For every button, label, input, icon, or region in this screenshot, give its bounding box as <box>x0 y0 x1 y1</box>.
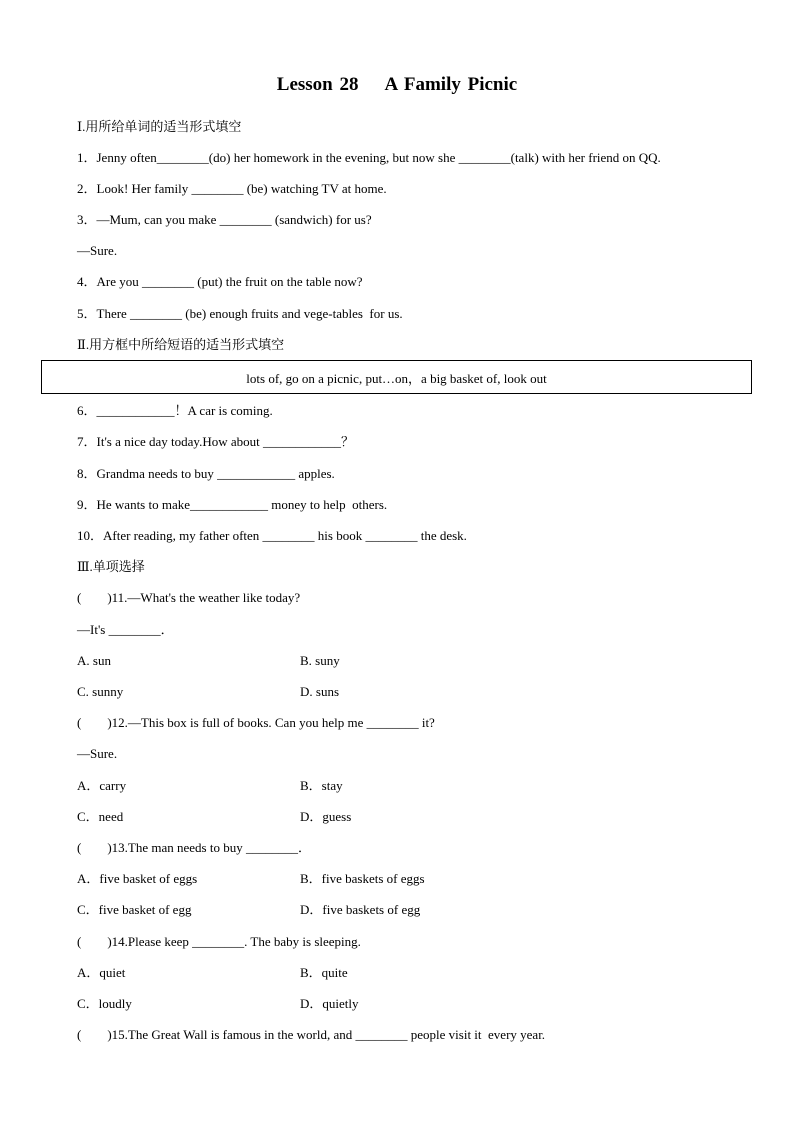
question-12: ( )12.—This box is full of books. Can you help me ________ it? <box>77 715 435 730</box>
option-14-a: A．quiet <box>77 965 126 980</box>
question-10: 10．After reading, my father often ________ his book ________ the desk. <box>77 528 467 543</box>
question-7: 7．It's a nice day today.How about ____________？ <box>77 434 354 449</box>
question-3: 3．—Mum, can you make ________ (sandwich) for us? <box>77 212 372 227</box>
question-11-reply: —It's ________． <box>77 622 174 637</box>
question-1: 1．Jenny often________(do) her homework in the evening, but now she ________(talk) with her friend on QQ. <box>77 150 661 165</box>
option-12-a: A．carry <box>77 778 127 793</box>
question-6: 6．____________！A car is coming. <box>77 403 273 418</box>
option-14-d: D．quietly <box>300 996 359 1011</box>
question-14: ( )14.Please keep ________. The baby is sleeping. <box>77 934 361 949</box>
section-2-heading: Ⅱ.用方框中所给短语的适当形式填空 <box>77 337 285 352</box>
option-12-b: B．stay <box>300 778 343 793</box>
question-2: 2．Look! Her family ________ (be) watching TV at home. <box>77 181 387 196</box>
question-12-reply: —Sure. <box>77 746 118 761</box>
option-14-b: B．quite <box>300 965 348 980</box>
question-13: ( )13.The man needs to buy ________． <box>77 840 311 855</box>
question-8: 8．Grandma needs to buy ____________ apples. <box>77 466 335 481</box>
page-title: Lesson 28 A Family Picnic <box>276 74 518 95</box>
option-13-c: C．five basket of egg <box>77 902 192 917</box>
question-4: 4．Are you ________ (put) the fruit on the table now? <box>77 274 363 289</box>
question-15: ( )15.The Great Wall is famous in the world, and ________ people visit it every year. <box>77 1027 546 1042</box>
question-9: 9．He wants to make____________ money to help others. <box>77 497 388 512</box>
option-11-b: B. suny <box>300 653 340 668</box>
question-11: ( )11.—What's the weather like today? <box>77 590 301 605</box>
question-5: 5．There ________ (be) enough fruits and vege-tables for us. <box>77 306 403 321</box>
section-3-heading: Ⅲ.单项选择 <box>77 559 145 574</box>
option-11-d: D. suns <box>300 684 340 699</box>
question-3-reply: —Sure. <box>77 243 118 258</box>
option-14-c: C．loudly <box>77 996 132 1011</box>
option-13-d: D．five baskets of egg <box>300 902 421 917</box>
option-11-c: C. sunny <box>77 684 124 699</box>
option-13-b: B．five baskets of eggs <box>300 871 425 886</box>
option-12-c: C．need <box>77 809 124 824</box>
option-13-a: A．five basket of eggs <box>77 871 198 886</box>
option-11-a: A. sun <box>77 653 111 668</box>
section-1-heading: Ⅰ.用所给单词的适当形式填空 <box>77 119 242 134</box>
option-12-d: D．guess <box>300 809 352 824</box>
phrase-box: lots of, go on a picnic, put…on，a big basket of, look out <box>41 360 752 394</box>
